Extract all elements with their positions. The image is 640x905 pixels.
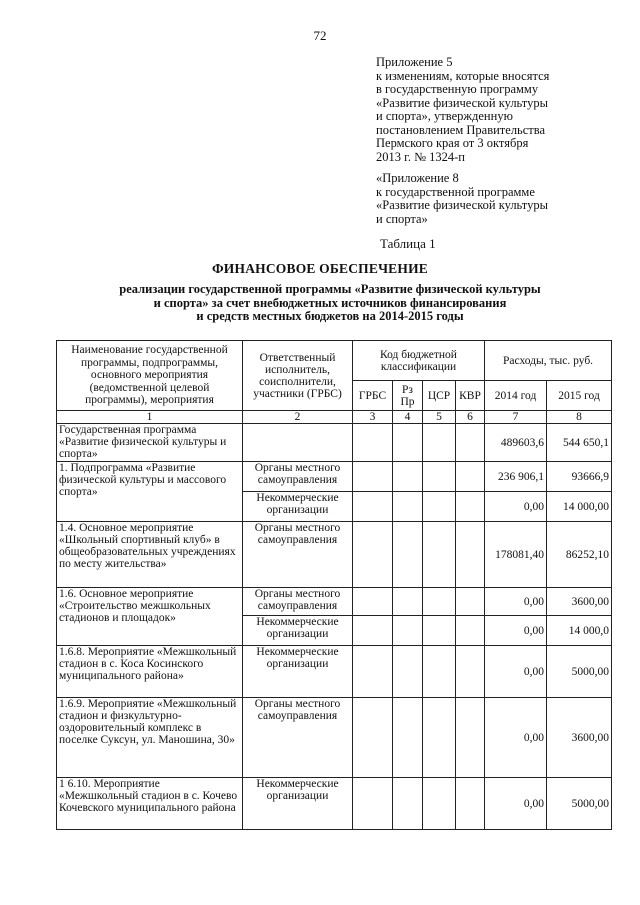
cell-csr — [423, 698, 456, 778]
appendix-5-line: в государственную программу — [376, 82, 539, 96]
header-csr: ЦСР — [423, 381, 456, 411]
row-executor — [243, 424, 353, 462]
cell-kvr — [456, 522, 485, 588]
row-name: 1 6.10. Мероприятие «Межшкольный стадион в с. Кочево Кочевского муниципального района — [57, 778, 243, 830]
column-number: 2 — [243, 411, 353, 424]
cell-rzpr — [393, 698, 423, 778]
cell-grbs — [353, 616, 393, 646]
appendix-5-header — [376, 56, 626, 164]
row-executor: Некоммерческие организации — [243, 616, 353, 646]
subtitle-line: и средств местных бюджетов на 2014-2015 годы — [196, 309, 464, 323]
appendix-5-line: «Развитие физической культуры — [376, 95, 548, 110]
appendix-8-line: «Приложение 8 — [376, 171, 459, 185]
cell-rzpr — [393, 616, 423, 646]
appendix-8-line: «Развитие физической культуры — [376, 198, 548, 212]
appendix-5-line: к изменениям, которые вносятся — [376, 68, 550, 83]
cell-csr — [423, 522, 456, 588]
cell-csr — [423, 462, 456, 492]
row-executor: Органы местного самоуправления — [243, 462, 353, 492]
cell-grbs — [353, 424, 393, 462]
column-number: 3 — [353, 411, 393, 424]
row-2015: 544 650,1 — [547, 424, 612, 462]
header-2015: 2015 год — [547, 381, 612, 411]
row-2015: 3600,00 — [547, 588, 612, 616]
header-budget-code: Код бюджетной классификации — [353, 341, 485, 381]
row-2014: 0,00 — [485, 646, 547, 698]
appendix-8-line: к государственной программе — [376, 184, 535, 199]
table-row — [57, 462, 612, 492]
table-row — [57, 522, 612, 588]
row-2015: 5000,00 — [547, 646, 612, 698]
row-executor: Некоммерческие организации — [243, 778, 353, 830]
header-rzpr: Рз Пр — [393, 381, 423, 411]
cell-csr — [423, 778, 456, 830]
cell-kvr — [456, 462, 485, 492]
row-name: 1. Подпрограмма «Развитие физической культуры и массового спорта» — [57, 462, 243, 522]
cell-rzpr — [393, 522, 423, 588]
cell-kvr — [456, 616, 485, 646]
cell-csr — [423, 588, 456, 616]
column-number: 5 — [423, 411, 456, 424]
header-kvr: КВР — [456, 381, 485, 411]
table-row — [57, 588, 612, 616]
subtitle-line: и спорта» за счет внебюджетных источников финансирования — [153, 295, 507, 310]
cell-grbs — [353, 588, 393, 616]
row-name: Государственная программа «Развитие физической культуры и спорта» — [57, 424, 243, 462]
cell-grbs — [353, 698, 393, 778]
cell-kvr — [456, 492, 485, 522]
appendix-5-line: 2013 г. № 1324-п — [376, 149, 465, 164]
row-2014: 0,00 — [485, 588, 547, 616]
header-2014: 2014 год — [485, 381, 547, 411]
row-executor: Некоммерческие организации — [243, 492, 353, 522]
row-executor: Некоммерческие организации — [243, 646, 353, 698]
row-name: 1.6.8. Мероприятие «Межшкольный стадион в с. Коса Косинского муниципального района» — [57, 646, 243, 698]
cell-grbs — [353, 492, 393, 522]
cell-kvr — [456, 424, 485, 462]
row-2014: 489603,6 — [485, 424, 547, 462]
appendix-5-line: Приложение 5 — [376, 55, 453, 69]
cell-rzpr — [393, 778, 423, 830]
column-number: 6 — [456, 411, 485, 424]
document-title: ФИНАНСОВОЕ ОБЕСПЕЧЕНИЕ — [212, 261, 428, 276]
row-name: 1.6. Основное мероприятие «Строительство межшкольных стадионов и площадок» — [57, 588, 243, 646]
document-subtitle — [60, 283, 600, 324]
cell-kvr — [456, 698, 485, 778]
row-2014: 0,00 — [485, 616, 547, 646]
row-executor: Органы местного самоуправления — [243, 588, 353, 616]
row-2015: 14 000,0 — [547, 616, 612, 646]
table-row — [57, 424, 612, 462]
header-executor: Ответственный исполнитель, соисполнители, участники (ГРБС) — [243, 341, 353, 411]
row-2014: 178081,40 — [485, 522, 547, 588]
row-2015: 86252,10 — [547, 522, 612, 588]
appendix-8-header — [376, 172, 626, 226]
header-grbs: ГРБС — [353, 381, 393, 411]
row-2014: 0,00 — [485, 698, 547, 778]
cell-csr — [423, 424, 456, 462]
column-number: 7 — [485, 411, 547, 424]
cell-rzpr — [393, 492, 423, 522]
page-number: 72 — [313, 28, 327, 43]
column-number: 4 — [393, 411, 423, 424]
cell-csr — [423, 616, 456, 646]
financing-table — [56, 340, 612, 830]
appendix-5-line: и спорта», утвержденную — [376, 109, 513, 123]
cell-grbs — [353, 778, 393, 830]
row-executor: Органы местного самоуправления — [243, 698, 353, 778]
row-2015: 5000,00 — [547, 778, 612, 830]
cell-kvr — [456, 646, 485, 698]
subtitle-line: реализации государственной программы «Развитие физической культуры — [119, 282, 541, 296]
appendix-5-line: Пермского края от 3 октября — [376, 136, 529, 150]
header-name: Наименование государственной программы, подпрограммы, основного мероприятия (ведомственной целевой программы), мероприятия — [57, 341, 243, 411]
cell-rzpr — [393, 646, 423, 698]
table-row — [57, 646, 612, 698]
cell-grbs — [353, 462, 393, 492]
table-row — [57, 778, 612, 830]
cell-kvr — [456, 778, 485, 830]
cell-rzpr — [393, 424, 423, 462]
appendix-5-line: постановлением Правительства — [376, 122, 546, 137]
row-2015: 3600,00 — [547, 698, 612, 778]
row-2015: 14 000,00 — [547, 492, 612, 522]
column-number: 8 — [547, 411, 612, 424]
header-expenses: Расходы, тыс. руб. — [485, 341, 612, 381]
cell-csr — [423, 492, 456, 522]
column-number: 1 — [57, 411, 243, 424]
row-executor: Органы местного самоуправления — [243, 522, 353, 588]
row-2015: 93666,9 — [547, 462, 612, 492]
cell-rzpr — [393, 462, 423, 492]
cell-csr — [423, 646, 456, 698]
table-label: Таблица 1 — [380, 236, 436, 251]
cell-rzpr — [393, 588, 423, 616]
row-name: 1.6.9. Мероприятие «Межшкольный стадион и физкультурно-оздоровительный комплекс в поселке Суксун, ул. Маношина, 30» — [57, 698, 243, 778]
row-2014: 0,00 — [485, 492, 547, 522]
cell-grbs — [353, 646, 393, 698]
appendix-8-line: и спорта» — [376, 211, 428, 226]
cell-kvr — [456, 588, 485, 616]
row-name: 1.4. Основное мероприятие «Школьный спортивный клуб» в общеобразовательных учреждениях по месту жительства» — [57, 522, 243, 588]
table-row — [57, 698, 612, 778]
cell-grbs — [353, 522, 393, 588]
row-2014: 0,00 — [485, 778, 547, 830]
row-2014: 236 906,1 — [485, 462, 547, 492]
